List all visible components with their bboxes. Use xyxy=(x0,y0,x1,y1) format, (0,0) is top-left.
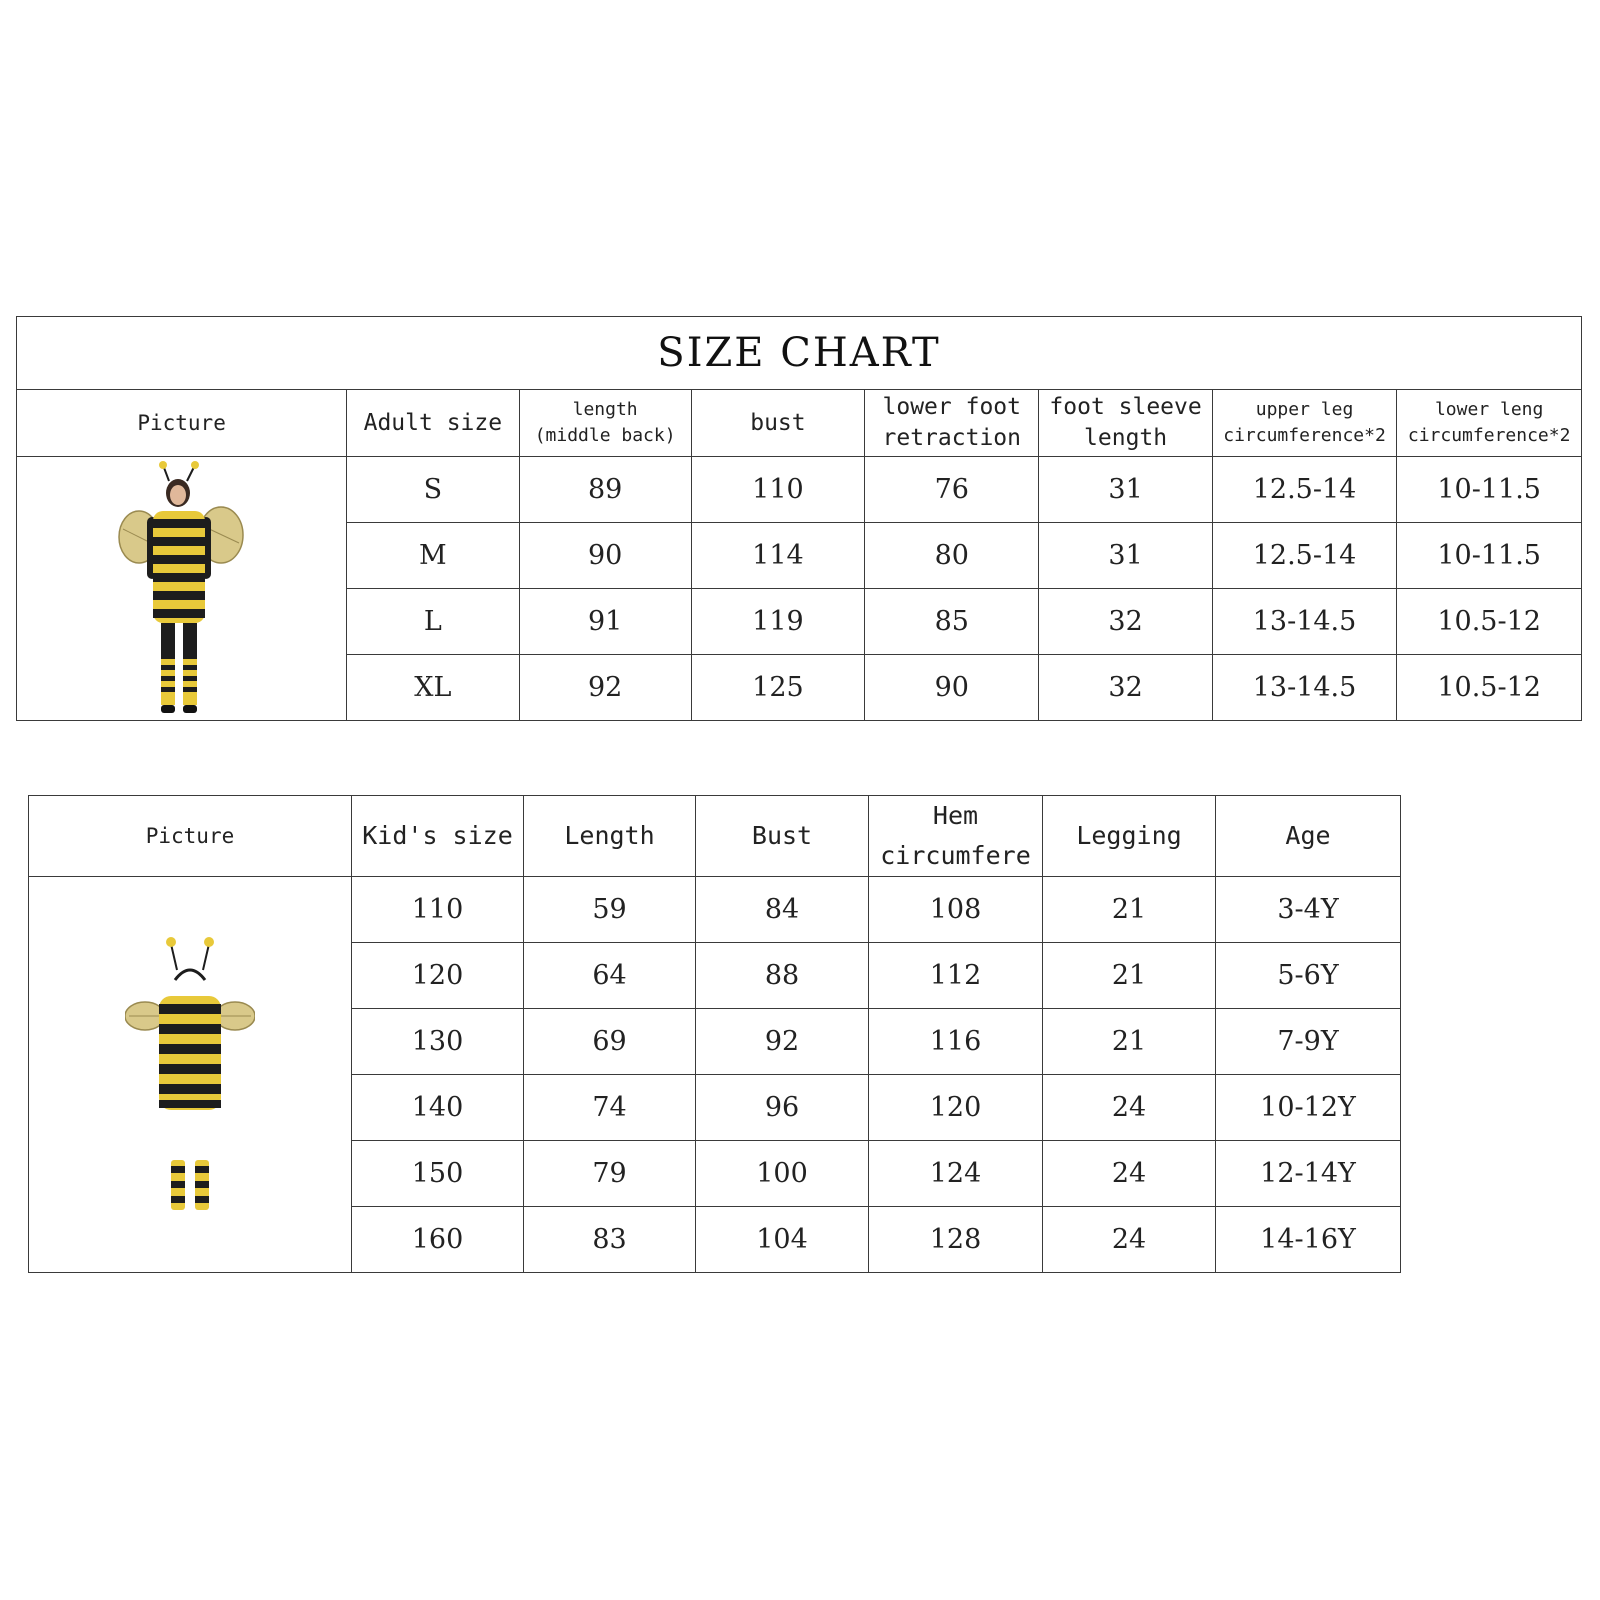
adult-lower-leng-header xyxy=(1397,390,1582,457)
adult-cell: 10.5-12 xyxy=(1397,589,1582,655)
adult-lower-foot-label-2: retraction xyxy=(882,425,1021,451)
adult-lower-leng-label-2: circumference*2 xyxy=(1407,425,1571,446)
adult-cell: 114 xyxy=(691,523,864,589)
adult-length-sublabel: (middle back) xyxy=(534,425,676,446)
kids-picture-cell xyxy=(29,877,352,1273)
kids-cell: 24 xyxy=(1043,1075,1216,1141)
adult-cell: 10.5-12 xyxy=(1397,655,1582,721)
adult-cell: 31 xyxy=(1039,523,1212,589)
kids-cell: 124 xyxy=(869,1141,1043,1207)
kids-bust-header: Bust xyxy=(696,796,869,877)
kids-cell: 88 xyxy=(696,943,869,1009)
adult-cell: 32 xyxy=(1039,655,1212,721)
adult-bee-costume-icon xyxy=(117,459,247,719)
adult-lower-leng-label-1: lower leng xyxy=(1434,399,1544,420)
kids-length-header: Length xyxy=(524,796,696,877)
kids-cell: 24 xyxy=(1043,1207,1216,1273)
kids-cell: 92 xyxy=(696,1009,869,1075)
adult-lower-foot-header xyxy=(865,390,1039,457)
kids-cell: 5-6Y xyxy=(1216,943,1401,1009)
kids-cell: 150 xyxy=(352,1141,524,1207)
adult-cell: 76 xyxy=(865,457,1039,523)
kids-cell: 108 xyxy=(869,877,1043,943)
adult-cell: 125 xyxy=(691,655,864,721)
kids-hem-label-1: Hem xyxy=(932,801,979,830)
kids-size-header: Kid's size xyxy=(352,796,524,877)
kids-cell: 160 xyxy=(352,1207,524,1273)
adult-cell: XL xyxy=(347,655,519,721)
kids-cell: 128 xyxy=(869,1207,1043,1273)
kids-cell: 96 xyxy=(696,1075,869,1141)
kids-cell: 7-9Y xyxy=(1216,1009,1401,1075)
adult-picture-header: Picture xyxy=(17,390,347,457)
adult-upper-leg-header xyxy=(1212,390,1397,457)
adult-cell: 80 xyxy=(865,523,1039,589)
kids-cell: 104 xyxy=(696,1207,869,1273)
kids-cell: 130 xyxy=(352,1009,524,1075)
kids-cell: 59 xyxy=(524,877,696,943)
kids-cell: 12-14Y xyxy=(1216,1141,1401,1207)
adult-upper-leg-label-2: circumference*2 xyxy=(1223,425,1386,446)
kids-cell: 69 xyxy=(524,1009,696,1075)
kids-cell: 21 xyxy=(1043,877,1216,943)
kids-hem-label-2: circumfere xyxy=(880,841,1031,870)
adult-cell: 119 xyxy=(691,589,864,655)
kids-cell: 110 xyxy=(352,877,524,943)
adult-bust-header: bust xyxy=(691,390,864,457)
kids-cell: 116 xyxy=(869,1009,1043,1075)
kids-cell: 140 xyxy=(352,1075,524,1141)
kids-cell: 14-16Y xyxy=(1216,1207,1401,1273)
adult-upper-leg-label-1: upper leg xyxy=(1255,399,1354,420)
kids-legging-header: Legging xyxy=(1043,796,1216,877)
kids-cell: 84 xyxy=(696,877,869,943)
adult-cell: L xyxy=(347,589,519,655)
kids-cell: 74 xyxy=(524,1075,696,1141)
adult-cell: 10-11.5 xyxy=(1397,523,1582,589)
adult-length-label: length xyxy=(572,399,638,420)
kids-cell: 83 xyxy=(524,1207,696,1273)
kids-size-table xyxy=(28,795,1401,1273)
size-chart-title: SIZE CHART xyxy=(17,317,1582,390)
kids-hem-header xyxy=(869,796,1043,877)
adult-foot-sleeve-label-2: length xyxy=(1084,425,1168,451)
adult-cell: 10-11.5 xyxy=(1397,457,1582,523)
adult-cell: 110 xyxy=(691,457,864,523)
adult-cell: 92 xyxy=(519,655,691,721)
adult-cell: S xyxy=(347,457,519,523)
adult-cell: 91 xyxy=(519,589,691,655)
adult-picture-cell xyxy=(17,457,347,721)
kids-cell: 64 xyxy=(524,943,696,1009)
kids-cell: 112 xyxy=(869,943,1043,1009)
kids-cell: 21 xyxy=(1043,1009,1216,1075)
adult-cell: 31 xyxy=(1039,457,1212,523)
kids-bee-costume-icon xyxy=(125,930,255,1220)
adult-cell: 90 xyxy=(519,523,691,589)
kids-cell: 120 xyxy=(352,943,524,1009)
kids-cell: 120 xyxy=(869,1075,1043,1141)
adult-cell: 32 xyxy=(1039,589,1212,655)
kids-cell: 79 xyxy=(524,1141,696,1207)
adult-cell: 12.5-14 xyxy=(1212,457,1397,523)
kids-cell: 3-4Y xyxy=(1216,877,1401,943)
adult-cell: M xyxy=(347,523,519,589)
adult-size-header: Adult size xyxy=(347,390,519,457)
adult-size-table xyxy=(16,316,1582,721)
adult-foot-sleeve-label-1: foot sleeve xyxy=(1049,394,1202,420)
kids-cell: 24 xyxy=(1043,1141,1216,1207)
adult-cell: 13-14.5 xyxy=(1212,655,1397,721)
adult-cell: 89 xyxy=(519,457,691,523)
kids-cell: 100 xyxy=(696,1141,869,1207)
kids-age-header: Age xyxy=(1216,796,1401,877)
adult-cell: 90 xyxy=(865,655,1039,721)
adult-cell: 85 xyxy=(865,589,1039,655)
adult-foot-sleeve-header xyxy=(1039,390,1212,457)
kids-cell: 10-12Y xyxy=(1216,1075,1401,1141)
adult-cell: 12.5-14 xyxy=(1212,523,1397,589)
kids-cell: 21 xyxy=(1043,943,1216,1009)
adult-lower-foot-label-1: lower foot xyxy=(882,394,1021,420)
adult-length-header xyxy=(519,390,691,457)
kids-picture-header: Picture xyxy=(29,796,352,877)
adult-cell: 13-14.5 xyxy=(1212,589,1397,655)
